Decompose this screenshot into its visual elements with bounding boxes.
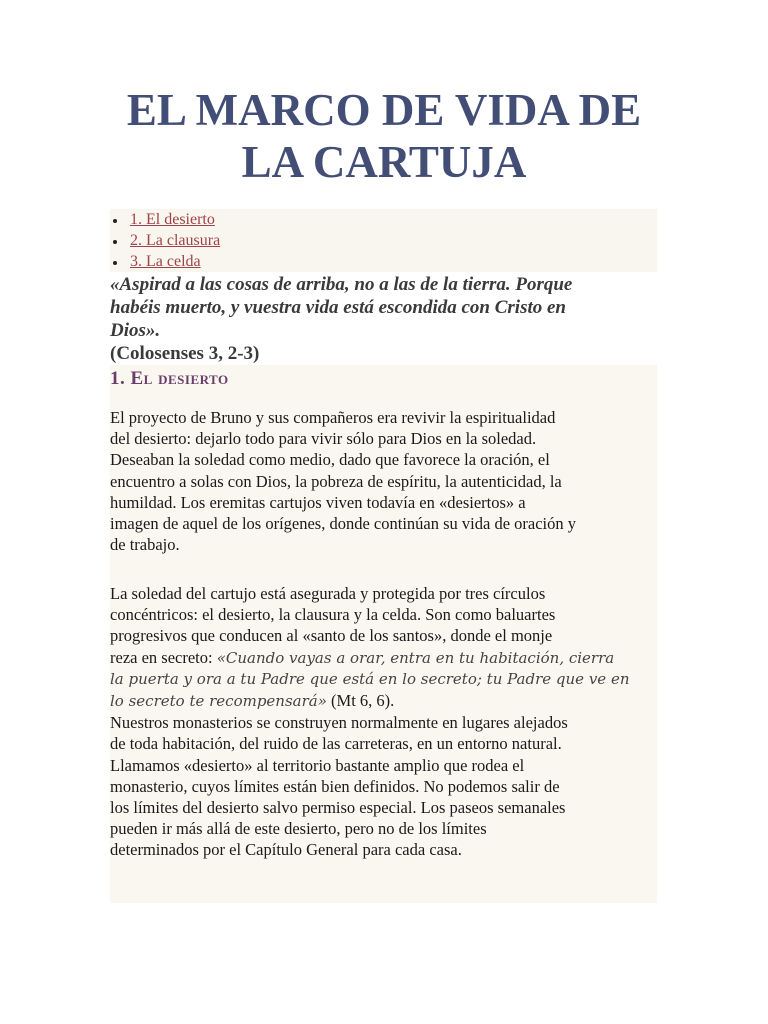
section-desierto — [110, 365, 657, 903]
toc-item — [110, 230, 657, 251]
toc-item — [110, 209, 657, 230]
table-of-contents — [110, 209, 657, 272]
scripture-quote: «Cuando vayas a orar, entra en tu habitación, cierra — [216, 648, 615, 667]
toc-item — [110, 251, 657, 272]
toc-link-desierto[interactable]: 1. El desierto — [130, 211, 215, 228]
toc-link-celda[interactable]: 3. La celda — [130, 253, 201, 270]
toc-link-clausura[interactable]: 2. La clausura — [130, 232, 221, 249]
paragraph-2: La soledad del cartujo está asegurada y protegida por tres círculos concéntricos: el desierto, la clausura y la celda. Son como baluartes progresivos que conducen al «santo de los santos», donde el monje reza en secreto: «Cuando vayas a orar, entra en tu habitación, cierra la puerta y ora a tu Padre que está en lo secreto; tu Padre que ve en lo secreto te recompensará» (Mt 6, 6). Nuestros monasterios se construyen normalmente en lugares alejados de toda habitación, del ruido de las carreteras, en un entorno natural. Llamamos «desierto» al territorio bastante amplio que rodea el monasterio, cuyos límites están bien definidos. No podemos salir de los límites del desierto salvo permiso especial. Los paseos semanales pueden ir más allá de este desierto, pero no de los límites determinados por el Capítulo General para cada casa. — [110, 584, 630, 860]
section-heading: 1. El desierto — [110, 368, 229, 389]
epigraph: «Aspirad a las cosas de arriba, no a las de la tierra. Porque habéis muerto, y vuestra vida está escondida con Cristo en Dios». (Colosenses 3, 2-3) — [110, 273, 670, 365]
page-title: EL MARCO DE VIDA DE LA CARTUJA — [126, 85, 642, 187]
scripture-reference: (Mt 6, 6). — [326, 691, 395, 711]
epigraph-citation: (Colosenses 3, 2-3) — [110, 343, 260, 364]
paragraph-1: El proyecto de Bruno y sus compañeros era revivir la espiritualidad del desierto: dejarlo todo para vivir sólo para Dios en la soledad. Deseaban la soledad como medio, dado que favorece la oración, el encuentro a solas con Dios, la pobreza de espíritu, la autenticidad, la humildad. Los eremitas cartujos viven todavía en «desiertos» a imagen de aquel de los orígenes, donde continúan su vida de oración y de trabajo. — [110, 408, 576, 555]
